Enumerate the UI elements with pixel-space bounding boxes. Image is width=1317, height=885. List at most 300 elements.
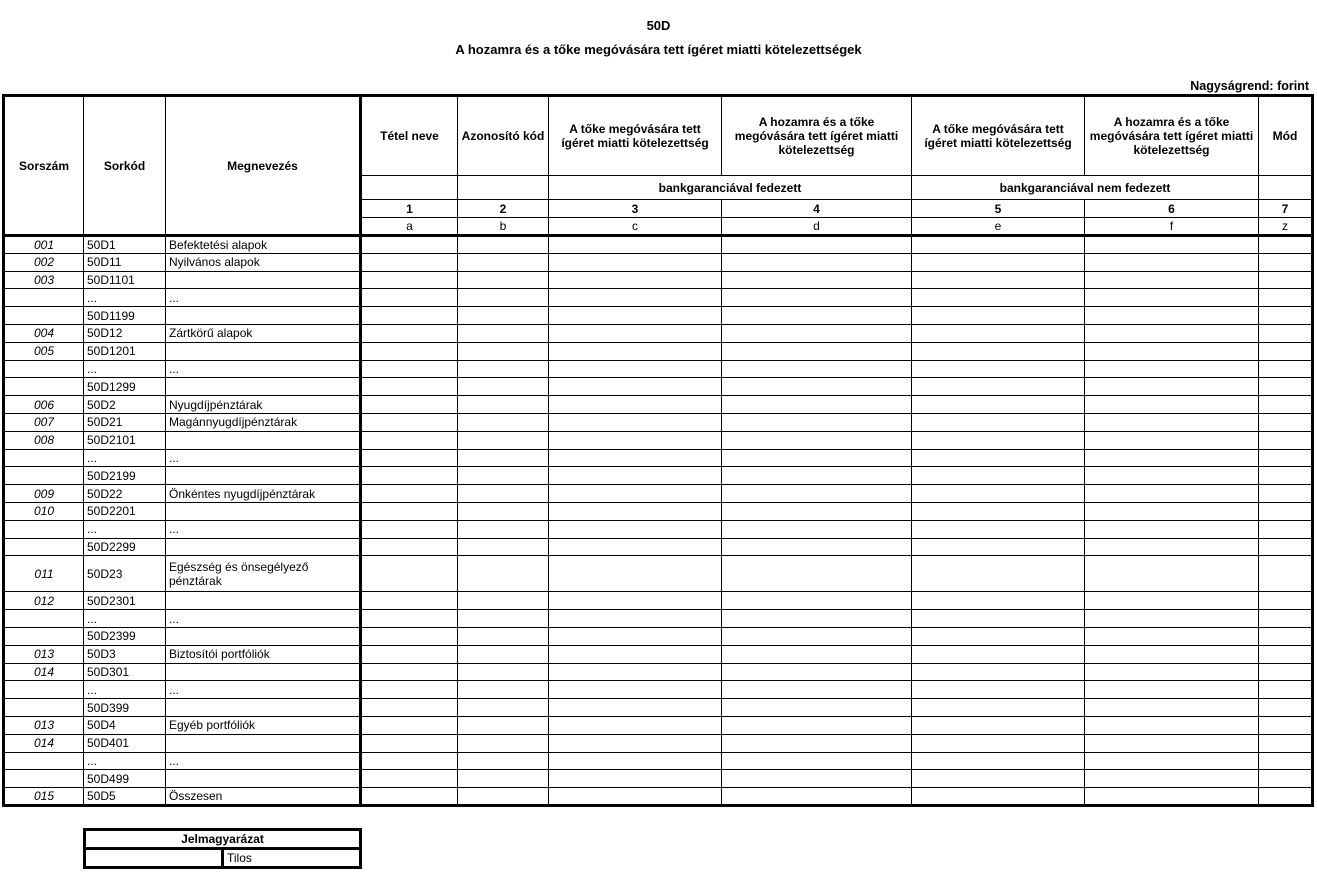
data-cell[interactable]: [549, 307, 722, 325]
data-cell[interactable]: [549, 538, 722, 556]
row-sorszam: 004: [4, 324, 84, 342]
data-cell[interactable]: [549, 627, 722, 645]
data-cell[interactable]: [912, 556, 1085, 592]
data-cell[interactable]: [1259, 449, 1313, 467]
data-cell[interactable]: [912, 734, 1085, 752]
data-cell[interactable]: [1085, 485, 1259, 503]
row-sorkod: ...: [84, 449, 166, 467]
data-cell[interactable]: [361, 645, 458, 663]
row-megnevezes: [166, 663, 361, 681]
data-cell[interactable]: [458, 378, 549, 396]
data-cell[interactable]: [361, 342, 458, 360]
data-cell[interactable]: [912, 627, 1085, 645]
data-cell[interactable]: [1085, 556, 1259, 592]
data-cell[interactable]: [458, 770, 549, 788]
data-cell[interactable]: [1085, 431, 1259, 449]
row-megnevezes: [166, 770, 361, 788]
data-cell[interactable]: [722, 716, 912, 734]
data-cell[interactable]: [1259, 467, 1313, 485]
table-row: [4, 413, 1313, 431]
data-cell[interactable]: [722, 734, 912, 752]
data-cell[interactable]: [722, 788, 912, 806]
data-cell[interactable]: [1085, 627, 1259, 645]
data-cell[interactable]: [361, 413, 458, 431]
data-cell[interactable]: [722, 592, 912, 610]
data-cell[interactable]: [549, 271, 722, 289]
row-megnevezes: [166, 342, 361, 360]
data-cell[interactable]: [1085, 396, 1259, 414]
data-cell[interactable]: [912, 253, 1085, 271]
data-cell[interactable]: [912, 520, 1085, 538]
data-cell[interactable]: [1259, 502, 1313, 520]
data-cell[interactable]: [1085, 289, 1259, 307]
header-col7: Mód: [1259, 96, 1313, 176]
data-cell[interactable]: [549, 556, 722, 592]
data-cell[interactable]: [549, 502, 722, 520]
row-sorkod: 50D21: [84, 413, 166, 431]
data-cell[interactable]: [549, 734, 722, 752]
data-cell[interactable]: [458, 681, 549, 699]
data-cell[interactable]: [1085, 752, 1259, 770]
data-cell[interactable]: [912, 770, 1085, 788]
data-cell[interactable]: [549, 788, 722, 806]
data-cell[interactable]: [722, 556, 912, 592]
data-cell[interactable]: [722, 467, 912, 485]
data-cell[interactable]: [1085, 520, 1259, 538]
data-cell[interactable]: [912, 663, 1085, 681]
data-cell[interactable]: [1259, 734, 1313, 752]
legend-item-label: Tilos: [223, 849, 361, 868]
data-cell[interactable]: [549, 699, 722, 717]
data-cell[interactable]: [361, 431, 458, 449]
row-megnevezes: Nyilvános alapok: [166, 253, 361, 271]
table-row: [4, 716, 1313, 734]
data-cell[interactable]: [549, 663, 722, 681]
row-sorkod: 50D2: [84, 396, 166, 414]
data-cell[interactable]: [912, 396, 1085, 414]
data-cell[interactable]: [458, 431, 549, 449]
data-cell[interactable]: [912, 467, 1085, 485]
data-cell[interactable]: [912, 413, 1085, 431]
row-sorszam: 013: [4, 716, 84, 734]
column-number: 6: [1085, 200, 1259, 218]
row-megnevezes: Egészség és önsegélyező pénztárak: [166, 556, 361, 592]
data-cell[interactable]: [1259, 610, 1313, 628]
data-cell[interactable]: [722, 752, 912, 770]
data-cell[interactable]: [458, 610, 549, 628]
legend-title: Jelmagyarázat: [85, 830, 361, 849]
table-row: [4, 378, 1313, 396]
data-cell[interactable]: [1085, 788, 1259, 806]
row-sorszam: 013: [4, 645, 84, 663]
header-col2: Azonosító kód: [458, 96, 549, 176]
data-cell[interactable]: [1259, 485, 1313, 503]
table-row: [4, 485, 1313, 503]
row-sorszam: [4, 681, 84, 699]
row-sorszam: [4, 538, 84, 556]
column-letter: c: [549, 218, 722, 236]
row-megnevezes: Egyéb portfóliók: [166, 716, 361, 734]
data-cell[interactable]: [458, 307, 549, 325]
row-megnevezes: ...: [166, 752, 361, 770]
data-cell[interactable]: [361, 378, 458, 396]
data-cell[interactable]: [549, 360, 722, 378]
data-cell[interactable]: [722, 645, 912, 663]
data-cell[interactable]: [361, 627, 458, 645]
header-col4: A hozamra és a tőke megóvására tett ígéret miatti kötelezettség: [722, 96, 912, 176]
row-megnevezes: Nyugdíjpénztárak: [166, 396, 361, 414]
data-cell[interactable]: [458, 734, 549, 752]
data-cell[interactable]: [722, 449, 912, 467]
row-megnevezes: [166, 431, 361, 449]
data-cell[interactable]: [1085, 342, 1259, 360]
data-cell[interactable]: [1259, 538, 1313, 556]
data-cell[interactable]: [1259, 360, 1313, 378]
data-cell[interactable]: [1259, 752, 1313, 770]
header-group-blank-7: [1259, 176, 1313, 200]
data-cell[interactable]: [1259, 699, 1313, 717]
data-cell[interactable]: [1085, 645, 1259, 663]
row-sorszam: 014: [4, 734, 84, 752]
data-cell[interactable]: [361, 396, 458, 414]
table-row: [4, 342, 1313, 360]
data-cell[interactable]: [458, 485, 549, 503]
data-cell[interactable]: [722, 271, 912, 289]
data-cell[interactable]: [912, 502, 1085, 520]
data-cell[interactable]: [912, 788, 1085, 806]
data-cell[interactable]: [458, 556, 549, 592]
data-table: [2, 94, 1314, 807]
data-cell[interactable]: [912, 449, 1085, 467]
row-sorszam: 007: [4, 413, 84, 431]
data-cell[interactable]: [361, 271, 458, 289]
data-cell[interactable]: [1259, 307, 1313, 325]
data-cell[interactable]: [722, 360, 912, 378]
data-cell[interactable]: [912, 485, 1085, 503]
data-cell[interactable]: [1259, 716, 1313, 734]
column-number: 7: [1259, 200, 1313, 218]
data-cell[interactable]: [1259, 627, 1313, 645]
table-row: [4, 610, 1313, 628]
data-cell[interactable]: [361, 236, 458, 254]
data-cell[interactable]: [722, 307, 912, 325]
legend: [83, 828, 362, 869]
data-cell[interactable]: [549, 396, 722, 414]
data-cell[interactable]: [1085, 360, 1259, 378]
row-sorszam: 015: [4, 788, 84, 806]
data-cell[interactable]: [549, 431, 722, 449]
data-cell[interactable]: [458, 253, 549, 271]
data-cell[interactable]: [361, 467, 458, 485]
data-cell[interactable]: [1085, 663, 1259, 681]
data-cell[interactable]: [912, 645, 1085, 663]
data-cell[interactable]: [912, 342, 1085, 360]
data-cell[interactable]: [549, 289, 722, 307]
data-cell[interactable]: [458, 645, 549, 663]
data-cell[interactable]: [361, 538, 458, 556]
column-letter: b: [458, 218, 549, 236]
table-row: [4, 502, 1313, 520]
row-sorkod: 50D1: [84, 236, 166, 254]
data-cell[interactable]: [361, 770, 458, 788]
data-cell[interactable]: [361, 752, 458, 770]
data-cell[interactable]: [1259, 289, 1313, 307]
data-cell[interactable]: [722, 627, 912, 645]
data-cell[interactable]: [458, 236, 549, 254]
data-cell[interactable]: [722, 663, 912, 681]
data-cell[interactable]: [458, 360, 549, 378]
data-cell[interactable]: [549, 449, 722, 467]
data-cell[interactable]: [361, 699, 458, 717]
data-cell[interactable]: [1259, 324, 1313, 342]
row-sorkod: 50D2299: [84, 538, 166, 556]
row-sorkod: 50D2201: [84, 502, 166, 520]
data-cell[interactable]: [722, 324, 912, 342]
row-sorkod: 50D301: [84, 663, 166, 681]
data-cell[interactable]: [722, 699, 912, 717]
data-cell[interactable]: [458, 289, 549, 307]
data-cell[interactable]: [458, 520, 549, 538]
data-cell[interactable]: [1085, 307, 1259, 325]
data-cell[interactable]: [912, 752, 1085, 770]
data-cell[interactable]: [722, 289, 912, 307]
data-cell[interactable]: [549, 716, 722, 734]
row-sorszam: [4, 449, 84, 467]
data-cell[interactable]: [912, 271, 1085, 289]
data-cell[interactable]: [549, 645, 722, 663]
data-cell[interactable]: [722, 236, 912, 254]
row-megnevezes: ...: [166, 289, 361, 307]
row-sorszam: [4, 610, 84, 628]
data-cell[interactable]: [458, 413, 549, 431]
data-cell[interactable]: [361, 289, 458, 307]
row-sorkod: ...: [84, 360, 166, 378]
row-sorkod: ...: [84, 520, 166, 538]
data-cell[interactable]: [361, 556, 458, 592]
data-cell[interactable]: [912, 592, 1085, 610]
table-row: [4, 396, 1313, 414]
table-row: [4, 538, 1313, 556]
data-cell[interactable]: [722, 681, 912, 699]
data-cell[interactable]: [458, 663, 549, 681]
data-cell[interactable]: [1259, 431, 1313, 449]
data-cell[interactable]: [912, 431, 1085, 449]
data-cell[interactable]: [722, 253, 912, 271]
row-megnevezes: ...: [166, 360, 361, 378]
data-cell[interactable]: [1085, 610, 1259, 628]
data-cell[interactable]: [1259, 378, 1313, 396]
data-cell[interactable]: [361, 520, 458, 538]
table-row: [4, 236, 1313, 254]
data-cell[interactable]: [722, 413, 912, 431]
data-cell[interactable]: [1085, 236, 1259, 254]
row-sorkod: 50D2101: [84, 431, 166, 449]
data-cell[interactable]: [912, 716, 1085, 734]
row-sorszam: 001: [4, 236, 84, 254]
row-sorkod: 50D1101: [84, 271, 166, 289]
unit-label: Nagyságrend: forint: [1190, 79, 1309, 93]
data-cell[interactable]: [549, 485, 722, 503]
row-sorszam: [4, 699, 84, 717]
data-cell[interactable]: [361, 253, 458, 271]
data-cell[interactable]: [722, 342, 912, 360]
data-cell[interactable]: [1259, 592, 1313, 610]
data-cell[interactable]: [361, 663, 458, 681]
header-group-bankguarantee-not-covered: bankgaranciával nem fedezett: [912, 176, 1259, 200]
row-sorkod: 50D499: [84, 770, 166, 788]
data-cell[interactable]: [912, 307, 1085, 325]
row-megnevezes: ...: [166, 520, 361, 538]
data-cell[interactable]: [722, 520, 912, 538]
table-row: [4, 307, 1313, 325]
data-cell[interactable]: [549, 520, 722, 538]
data-cell[interactable]: [912, 699, 1085, 717]
data-cell[interactable]: [458, 396, 549, 414]
data-cell[interactable]: [361, 592, 458, 610]
data-cell[interactable]: [458, 502, 549, 520]
data-cell[interactable]: [458, 716, 549, 734]
data-cell[interactable]: [912, 538, 1085, 556]
data-cell[interactable]: [1085, 699, 1259, 717]
data-cell[interactable]: [361, 788, 458, 806]
table-row: [4, 271, 1313, 289]
header-megnevezes: Megnevezés: [166, 96, 361, 236]
data-cell[interactable]: [549, 681, 722, 699]
table-row: [4, 520, 1313, 538]
data-cell[interactable]: [1259, 556, 1313, 592]
data-cell[interactable]: [549, 253, 722, 271]
data-cell[interactable]: [458, 752, 549, 770]
row-sorkod: 50D22: [84, 485, 166, 503]
data-cell[interactable]: [1085, 378, 1259, 396]
data-cell[interactable]: [912, 610, 1085, 628]
data-cell[interactable]: [1259, 520, 1313, 538]
row-sorszam: 002: [4, 253, 84, 271]
row-sorszam: [4, 467, 84, 485]
data-cell[interactable]: [458, 342, 549, 360]
row-sorkod: 50D3: [84, 645, 166, 663]
form-code: 50D: [646, 18, 671, 33]
data-cell[interactable]: [549, 236, 722, 254]
data-cell[interactable]: [1085, 538, 1259, 556]
data-cell[interactable]: [458, 592, 549, 610]
data-cell[interactable]: [1085, 449, 1259, 467]
row-megnevezes: Zártkörű alapok: [166, 324, 361, 342]
data-cell[interactable]: [458, 627, 549, 645]
data-cell[interactable]: [549, 413, 722, 431]
data-cell[interactable]: [1259, 681, 1313, 699]
data-cell[interactable]: [1085, 324, 1259, 342]
row-sorszam: 008: [4, 431, 84, 449]
header-col6: A hozamra és a tőke megóvására tett ígéret miatti kötelezettség: [1085, 96, 1259, 176]
data-cell[interactable]: [1085, 592, 1259, 610]
data-cell[interactable]: [912, 324, 1085, 342]
table-row: [4, 556, 1313, 592]
data-cell[interactable]: [1259, 253, 1313, 271]
data-cell[interactable]: [361, 360, 458, 378]
data-cell[interactable]: [1085, 467, 1259, 485]
data-cell[interactable]: [1259, 342, 1313, 360]
data-cell[interactable]: [1259, 396, 1313, 414]
data-cell[interactable]: [458, 324, 549, 342]
data-cell[interactable]: [1085, 502, 1259, 520]
data-cell[interactable]: [722, 378, 912, 396]
data-cell[interactable]: [549, 378, 722, 396]
data-cell[interactable]: [549, 770, 722, 788]
data-cell[interactable]: [549, 324, 722, 342]
data-cell[interactable]: [549, 610, 722, 628]
data-cell[interactable]: [722, 431, 912, 449]
data-cell[interactable]: [458, 271, 549, 289]
data-cell[interactable]: [458, 538, 549, 556]
data-cell[interactable]: [722, 610, 912, 628]
data-cell[interactable]: [722, 396, 912, 414]
data-cell[interactable]: [549, 467, 722, 485]
data-cell[interactable]: [1085, 734, 1259, 752]
data-cell[interactable]: [458, 449, 549, 467]
data-cell[interactable]: [722, 502, 912, 520]
data-cell[interactable]: [912, 681, 1085, 699]
data-cell[interactable]: [1085, 681, 1259, 699]
data-cell[interactable]: [912, 289, 1085, 307]
table-row: [4, 289, 1313, 307]
table-row: [4, 431, 1313, 449]
data-cell[interactable]: [1259, 413, 1313, 431]
data-cell[interactable]: [361, 449, 458, 467]
data-cell[interactable]: [458, 467, 549, 485]
data-cell[interactable]: [361, 734, 458, 752]
data-cell[interactable]: [458, 699, 549, 717]
data-cell[interactable]: [361, 610, 458, 628]
data-cell[interactable]: [549, 592, 722, 610]
data-cell[interactable]: [1259, 271, 1313, 289]
data-cell[interactable]: [912, 378, 1085, 396]
data-cell[interactable]: [1259, 236, 1313, 254]
data-cell[interactable]: [549, 752, 722, 770]
column-letter: e: [912, 218, 1085, 236]
data-cell[interactable]: [912, 236, 1085, 254]
data-cell[interactable]: [458, 788, 549, 806]
data-cell[interactable]: [361, 307, 458, 325]
data-cell[interactable]: [1085, 770, 1259, 788]
data-cell[interactable]: [1259, 770, 1313, 788]
row-megnevezes: [166, 307, 361, 325]
data-cell[interactable]: [1085, 253, 1259, 271]
data-cell[interactable]: [361, 681, 458, 699]
header-group-blank-2: [458, 176, 549, 200]
data-cell[interactable]: [361, 716, 458, 734]
data-cell[interactable]: [722, 538, 912, 556]
data-cell[interactable]: [361, 502, 458, 520]
data-cell[interactable]: [549, 342, 722, 360]
data-cell[interactable]: [1085, 271, 1259, 289]
data-cell[interactable]: [1259, 788, 1313, 806]
row-megnevezes: [166, 699, 361, 717]
data-cell[interactable]: [361, 485, 458, 503]
row-sorszam: 009: [4, 485, 84, 503]
data-cell[interactable]: [1259, 645, 1313, 663]
row-sorkod: 50D2301: [84, 592, 166, 610]
data-cell[interactable]: [912, 360, 1085, 378]
legend-swatch: [85, 849, 223, 868]
data-cell[interactable]: [722, 770, 912, 788]
data-cell[interactable]: [1085, 716, 1259, 734]
data-cell[interactable]: [361, 324, 458, 342]
data-cell[interactable]: [1085, 413, 1259, 431]
data-cell[interactable]: [1259, 663, 1313, 681]
data-cell[interactable]: [722, 485, 912, 503]
row-megnevezes: [166, 378, 361, 396]
